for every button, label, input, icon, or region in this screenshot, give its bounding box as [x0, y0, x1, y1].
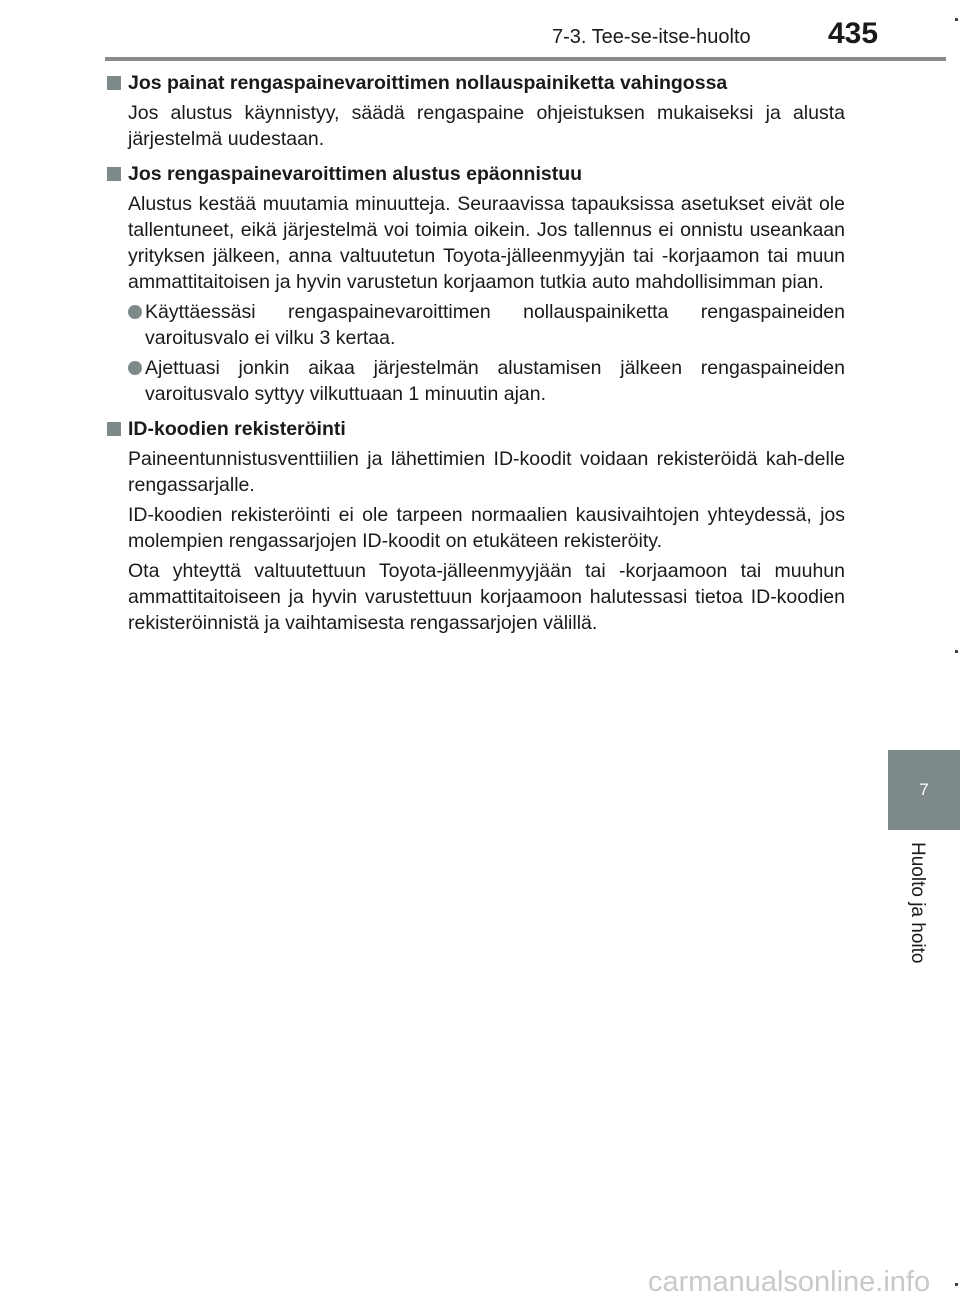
watermark: carmanualsonline.info: [648, 1266, 931, 1298]
chapter-title: Huolto ja hoito: [907, 842, 928, 964]
round-bullet-icon: [128, 361, 142, 375]
paragraph: Ota yhteyttä valtuutettuun Toyota-jälleenmyyjään tai -korjaamoon tai muuhun ammattitaitoiseen ja hyvin varustettuun korjaamoon halutessasi tietoa ID-koodien rekisteröinnistä ja vaihtamisesta rengassarjojen välillä.: [128, 560, 845, 634]
list-item: Ajettuasi jonkin aikaa järjestelmän alustamisen jälkeen rengaspaineiden varoitusvalo syttyy vilkuttuaan 1 minuutin ajan.: [128, 355, 845, 407]
square-bullet-icon: [107, 167, 121, 181]
square-bullet-icon: [107, 422, 121, 436]
section-init-failure: [105, 161, 845, 407]
page-number: 435: [828, 17, 879, 50]
section-title: 7-3. Tee-se-itse-huolto: [552, 26, 751, 48]
paragraph: Alustus kestää muutamia minuutteja. Seuraavissa tapauksissa asetukset eivät ole tallentuneet, eikä järjestelmä voi toimia oikein. Jos tallennus ei onnistu useankaan yrityksen jälkeen, anna valtuutetun Toyota-jälleenmyyjän tai -korjaamon tai muun ammattitaitoisen ja hyvin varustetun korjaamon tutkia auto mahdollisimman pian.: [128, 193, 845, 293]
crop-mark: [955, 650, 958, 653]
square-bullet-icon: [107, 76, 121, 90]
paragraph: Jos alustus käynnistyy, säädä rengaspaine ohjeistuksen mukaiseksi ja alusta järjestelmä uudestaan.: [128, 102, 845, 150]
list-item: Käyttäessäsi rengaspainevaroittimen nollauspainiketta rengaspaineiden varoitusvalo ei vilku 3 kertaa.: [128, 299, 845, 351]
section-id-registration: [105, 416, 845, 636]
section-heading: Jos painat rengaspainevaroittimen nollauspainiketta vahingossa: [105, 70, 845, 96]
round-bullet-icon: [128, 305, 142, 319]
section-heading: Jos rengaspainevaroittimen alustus epäonnistuu: [105, 161, 845, 187]
crop-mark: [955, 18, 958, 21]
section-accidental-reset: [105, 70, 845, 152]
paragraph: Paineentunnistusventtiilien ja lähettimien ID-koodit voidaan rekisteröidä kah-delle rengassarjalle.: [128, 448, 845, 496]
crop-mark: [955, 1283, 958, 1286]
chapter-tab: 7: [888, 750, 960, 830]
section-heading: ID-koodien rekisteröinti: [105, 416, 845, 442]
header-rule: [105, 57, 946, 61]
page-content: [105, 70, 845, 640]
paragraph: ID-koodien rekisteröinti ei ole tarpeen normaalien kausivaihtojen yhteydessä, jos molempien rengassarjojen ID-koodit on etukäteen rekisteröity.: [128, 504, 845, 552]
